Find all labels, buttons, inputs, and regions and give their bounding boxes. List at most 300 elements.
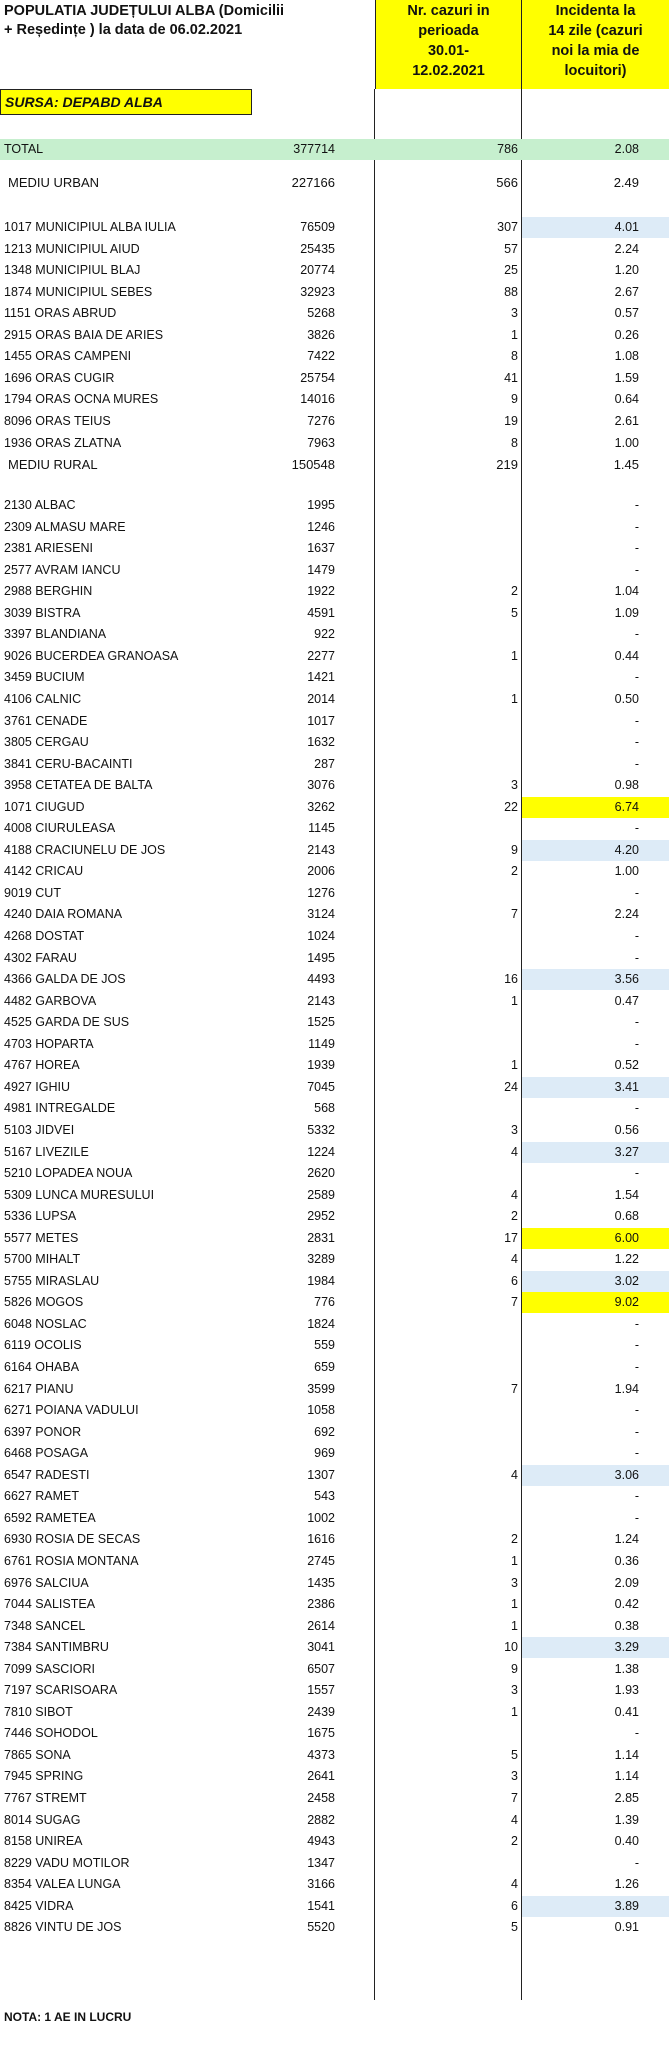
- cases-cell: 2: [511, 584, 518, 599]
- cases-cell: 4: [511, 1467, 518, 1482]
- locality-name-cell: 3397 BLANDIANA: [4, 627, 107, 642]
- locality-name-cell: 2988 BERGHIN: [4, 584, 93, 599]
- population-cell: 969: [314, 1446, 335, 1461]
- population-cell: 1479: [307, 562, 335, 577]
- locality-name-cell: 5210 LOPADEA NOUA: [4, 1166, 133, 1181]
- population-cell: 150548: [291, 457, 335, 472]
- population-cell: 4373: [307, 1747, 335, 1762]
- cases-cell: 1: [511, 993, 518, 1008]
- table-row: [0, 1443, 669, 1464]
- population-cell: 1824: [307, 1316, 335, 1331]
- table-row: [0, 260, 669, 281]
- table-row: [0, 1206, 669, 1227]
- table-row: [0, 991, 669, 1012]
- incidence-cell: 0.42: [614, 1597, 639, 1612]
- locality-name-cell: 7348 SANCEL: [4, 1618, 86, 1633]
- table-row: [0, 1874, 669, 1895]
- locality-name-cell: 7197 SCARISOARA: [4, 1683, 118, 1698]
- population-cell: 2952: [307, 1209, 335, 1224]
- locality-name-cell: 7945 SPRING: [4, 1769, 84, 1784]
- table-row: [0, 1917, 669, 1938]
- incidence-cell: -: [634, 627, 639, 642]
- locality-name-cell: 1936 ORAS ZLATNA: [4, 435, 122, 450]
- incidence-cell: 0.44: [614, 648, 639, 663]
- locality-name-cell: 4240 DAIA ROMANA: [4, 907, 123, 922]
- cases-cell: 3: [511, 1683, 518, 1698]
- incidence-cell: -: [634, 821, 639, 836]
- cases-cell: 3: [511, 306, 518, 321]
- locality-name-cell: 6119 OCOLIS: [4, 1338, 82, 1353]
- table-row: [0, 1379, 669, 1400]
- incidence-cell: -: [634, 885, 639, 900]
- table-row: [0, 517, 669, 538]
- cases-cell: 24: [504, 1079, 518, 1094]
- incidence-cell: 3.41: [522, 1077, 669, 1098]
- incidence-cell: 6.00: [522, 1228, 669, 1249]
- footnote: NOTA: 1 AE IN LUCRU: [4, 2010, 132, 2024]
- incidence-cell: 2.08: [614, 142, 639, 156]
- cases-cell: 5: [511, 605, 518, 620]
- table-row: [0, 1723, 669, 1744]
- cases-header-line-1: Nr. cazuri in: [407, 3, 490, 19]
- population-cell: 1495: [307, 950, 335, 965]
- table-row: [0, 581, 669, 602]
- population-cell: 5332: [307, 1122, 335, 1137]
- incidence-cell: 4.01: [522, 217, 669, 238]
- locality-name-cell: 7446 SOHODOL: [4, 1726, 98, 1741]
- incidence-cell: 1.14: [614, 1769, 639, 1784]
- table-row: [0, 603, 669, 624]
- table-row: [0, 239, 669, 260]
- cases-cell: 5: [511, 1920, 518, 1935]
- locality-name-cell: 8425 VIDRA: [4, 1898, 74, 1913]
- table-row: [0, 1249, 669, 1270]
- table-row: [0, 667, 669, 688]
- locality-name-cell: 9019 CUT: [4, 885, 61, 900]
- locality-name-cell: 1874 MUNICIPIUL SEBES: [4, 284, 153, 299]
- cases-cell: 3: [511, 1575, 518, 1590]
- population-cell: 2620: [307, 1166, 335, 1181]
- population-cell: 4493: [307, 972, 335, 987]
- population-cell: 2143: [307, 842, 335, 857]
- incidence-cell: 0.68: [614, 1209, 639, 1224]
- locality-name-cell: 4142 CRICAU: [4, 864, 84, 879]
- table-row: [0, 1702, 669, 1723]
- cases-cell: 17: [504, 1230, 518, 1245]
- cases-cell: 2: [511, 1532, 518, 1547]
- locality-name-cell: 5103 JIDVEI: [4, 1122, 75, 1137]
- cases-cell: 8: [511, 349, 518, 364]
- locality-name-cell: 5167 LIVEZILE: [4, 1144, 89, 1159]
- locality-name-cell: 5336 LUPSA: [4, 1209, 77, 1224]
- incidence-cell: 6.74: [522, 797, 669, 818]
- incidence-header-line-2: 14 zile (cazuri: [548, 23, 643, 39]
- locality-name-cell: 6217 PIANU: [4, 1381, 74, 1396]
- locality-name-cell: 9026 BUCERDEA GRANOASA: [4, 648, 179, 663]
- locality-name-cell: 2577 AVRAM IANCU: [4, 562, 121, 577]
- incidence-cell: 0.91: [614, 1920, 639, 1935]
- incidence-cell: 0.50: [614, 691, 639, 706]
- table-row: [0, 1098, 669, 1119]
- incidence-cell: 3.27: [522, 1142, 669, 1163]
- incidence-cell: -: [634, 1360, 639, 1374]
- population-cell: 1525: [307, 1015, 335, 1030]
- incidence-cell: -: [634, 1446, 639, 1461]
- table-row: [0, 1034, 669, 1055]
- population-cell: 20774: [300, 263, 335, 278]
- incidence-cell: 1.20: [614, 263, 639, 278]
- incidence-cell: -: [634, 1403, 639, 1418]
- incidence-cell: 0.26: [614, 327, 639, 342]
- table-row: [0, 1766, 669, 1787]
- population-cell: 1984: [307, 1273, 335, 1288]
- incidence-cell: 0.98: [614, 778, 639, 793]
- table-row: [0, 389, 669, 410]
- incidence-column-header: [522, 0, 669, 89]
- table-row: [0, 411, 669, 432]
- population-cell: 3166: [307, 1877, 335, 1892]
- cases-cell: 57: [504, 241, 518, 256]
- population-cell: 7276: [307, 413, 335, 428]
- table-row: [0, 282, 669, 303]
- cases-cell: 41: [504, 370, 518, 385]
- population-cell: 2882: [307, 1812, 335, 1827]
- incidence-cell: 3.56: [522, 969, 669, 990]
- locality-name-cell: 1794 ORAS OCNA MURES: [4, 392, 159, 407]
- population-cell: 25754: [300, 370, 335, 385]
- locality-name-cell: 3805 CERGAU: [4, 735, 89, 750]
- population-cell: 377714: [293, 142, 335, 156]
- locality-name-cell: 6468 POSAGA: [4, 1446, 89, 1461]
- table-row: [0, 948, 669, 969]
- population-cell: 2614: [307, 1618, 335, 1633]
- locality-name-cell: 7099 SASCIORI: [4, 1661, 96, 1676]
- table-row: [0, 1271, 669, 1292]
- incidence-cell: -: [634, 1489, 639, 1504]
- incidence-cell: 1.00: [614, 864, 639, 879]
- population-cell: 1307: [307, 1467, 335, 1482]
- population-cell: 2745: [307, 1553, 335, 1568]
- locality-name-cell: 1455 ORAS CAMPENI: [4, 349, 132, 364]
- population-cell: 1637: [307, 541, 335, 556]
- incidence-cell: -: [634, 1726, 639, 1741]
- cases-cell: 88: [504, 284, 518, 299]
- population-cell: 922: [314, 627, 335, 642]
- population-cell: 1435: [307, 1575, 335, 1590]
- population-cell: 1347: [307, 1855, 335, 1870]
- title-line-1: POPULATIA JUDEȚULUI ALBA (Domicilii: [4, 3, 285, 19]
- incidence-cell: 2.09: [614, 1575, 639, 1590]
- incidence-cell: 3.29: [522, 1637, 669, 1658]
- cases-cell: 1: [511, 1058, 518, 1073]
- incidence-cell: -: [634, 756, 639, 771]
- locality-name-cell: 3958 CETATEA DE BALTA: [4, 778, 153, 793]
- cases-cell: 10: [504, 1640, 518, 1655]
- cases-cell: 22: [504, 799, 518, 814]
- table-row: [0, 624, 669, 645]
- table-row: [0, 1077, 669, 1098]
- locality-name-cell: MEDIU RURAL: [8, 457, 98, 472]
- locality-name-cell: 1348 MUNICIPIUL BLAJ: [4, 263, 141, 278]
- locality-name-cell: 3761 CENADE: [4, 713, 88, 728]
- cases-cell: 2: [511, 1209, 518, 1224]
- table-row: [0, 1486, 669, 1507]
- incidence-cell: 1.26: [614, 1877, 639, 1892]
- locality-name-cell: 2915 ORAS BAIA DE ARIES: [4, 327, 164, 342]
- locality-name-cell: 5577 METES: [4, 1230, 79, 1245]
- locality-name-cell: 4008 CIURULEASA: [4, 821, 116, 836]
- cases-cell: 6: [511, 1898, 518, 1913]
- table-row: [0, 689, 669, 710]
- population-cell: 692: [314, 1424, 335, 1439]
- locality-name-cell: 1696 ORAS CUGIR: [4, 370, 115, 385]
- locality-name-cell: 6271 POIANA VADULUI: [4, 1403, 139, 1418]
- incidence-cell: 3.89: [522, 1896, 669, 1917]
- population-cell: 3289: [307, 1252, 335, 1267]
- incidence-cell: 1.14: [614, 1747, 639, 1762]
- incidence-cell: 9.02: [522, 1292, 669, 1313]
- table-row: [0, 1422, 669, 1443]
- table-row: [0, 1142, 669, 1163]
- population-cell: 25435: [300, 241, 335, 256]
- table-row: [0, 797, 669, 818]
- table-row: [0, 1745, 669, 1766]
- cases-cell: 3: [511, 1769, 518, 1784]
- table-row: [0, 433, 669, 454]
- incidence-cell: 0.56: [614, 1122, 639, 1137]
- incidence-cell: 1.08: [614, 349, 639, 364]
- incidence-cell: 3.02: [522, 1271, 669, 1292]
- table-row: [0, 303, 669, 324]
- table-row: [0, 1185, 669, 1206]
- locality-name-cell: 4981 INTREGALDE: [4, 1101, 116, 1116]
- population-cell: 2439: [307, 1704, 335, 1719]
- incidence-cell: 0.36: [614, 1553, 639, 1568]
- population-cell: 2831: [307, 1230, 335, 1245]
- population-cell: 1224: [307, 1144, 335, 1159]
- incidence-cell: -: [634, 670, 639, 685]
- population-cell: 287: [314, 756, 335, 771]
- population-cell: 1922: [307, 584, 335, 599]
- population-cell: 7045: [307, 1079, 335, 1094]
- cases-cell: 4: [511, 1144, 518, 1159]
- locality-name-cell: 6976 SALCIUA: [4, 1575, 89, 1590]
- locality-name-cell: 3039 BISTRA: [4, 605, 81, 620]
- locality-name-cell: 4525 GARDA DE SUS: [4, 1015, 130, 1030]
- cases-cell: 8: [511, 435, 518, 450]
- cases-cell: 786: [497, 142, 518, 156]
- table-row: [0, 1465, 669, 1486]
- locality-name-cell: 4268 DOSTAT: [4, 929, 85, 943]
- locality-name-cell: 8014 SUGAG: [4, 1812, 81, 1827]
- table-row: [0, 1163, 669, 1184]
- locality-name-cell: 5309 LUNCA MURESULUI: [4, 1187, 155, 1202]
- locality-name-cell: 7810 SIBOT: [4, 1704, 73, 1719]
- incidence-cell: 0.38: [614, 1618, 639, 1633]
- population-cell: 1002: [307, 1510, 335, 1525]
- incidence-cell: 0.40: [614, 1834, 639, 1849]
- table-row: [0, 1012, 669, 1033]
- incidence-cell: 1.54: [614, 1187, 639, 1202]
- population-cell: 3599: [307, 1381, 335, 1396]
- table-title: [0, 0, 375, 89]
- population-cell: 543: [314, 1489, 335, 1504]
- population-cell: 1246: [307, 519, 335, 534]
- cases-cell: 5: [511, 1747, 518, 1762]
- table-row: [0, 1616, 669, 1637]
- table-row: [0, 754, 669, 775]
- cases-cell: 1: [511, 327, 518, 342]
- table-row: [0, 711, 669, 732]
- cases-cell: 4: [511, 1187, 518, 1202]
- locality-name-cell: 5755 MIRASLAU: [4, 1273, 100, 1288]
- locality-name-cell: 8229 VADU MOTILOR: [4, 1855, 130, 1870]
- incidence-cell: 2.85: [614, 1791, 639, 1805]
- locality-name-cell: 4366 GALDA DE JOS: [4, 972, 126, 987]
- locality-name-cell: 6547 RADESTI: [4, 1467, 90, 1482]
- locality-name-cell: 6627 RAMET: [4, 1489, 80, 1504]
- table-row: [0, 1055, 669, 1076]
- incidence-cell: 2.49: [613, 175, 639, 190]
- population-cell: 1421: [307, 670, 335, 685]
- locality-name-cell: 3841 CERU-BACAINTI: [4, 756, 133, 771]
- incidence-cell: 0.57: [614, 306, 639, 321]
- incidence-cell: 0.47: [614, 993, 639, 1008]
- population-cell: 3124: [307, 907, 335, 922]
- table-row: [0, 1314, 669, 1335]
- incidence-cell: 1.39: [614, 1812, 639, 1827]
- population-cell: 1557: [307, 1683, 335, 1698]
- population-cell: 76509: [300, 220, 335, 234]
- incidence-cell: 1.94: [614, 1381, 639, 1396]
- population-cell: 1616: [307, 1532, 335, 1547]
- locality-name-cell: 8826 VINTU DE JOS: [4, 1920, 122, 1935]
- locality-name-cell: 5700 MIHALT: [4, 1252, 81, 1267]
- table-row: [0, 732, 669, 753]
- population-cell: 7422: [307, 349, 335, 364]
- population-cell: 3826: [307, 327, 335, 342]
- locality-name-cell: 6930 ROSIA DE SECAS: [4, 1532, 141, 1547]
- incidence-cell: 2.61: [614, 413, 639, 428]
- locality-name-cell: 1017 MUNICIPIUL ALBA IULIA: [4, 220, 176, 234]
- population-cell: 2014: [307, 691, 335, 706]
- table-row: [0, 346, 669, 367]
- cases-header-line-2: perioada: [418, 23, 479, 39]
- cases-cell: 6: [511, 1273, 518, 1288]
- locality-name-cell: 4302 FARAU: [4, 950, 77, 965]
- cases-cell: 4: [511, 1252, 518, 1267]
- population-cell: 6507: [307, 1661, 335, 1676]
- population-cell: 1149: [308, 1036, 335, 1051]
- table-row: [0, 1637, 669, 1658]
- population-cell: 3041: [307, 1640, 335, 1655]
- cases-cell: 2: [511, 864, 518, 879]
- locality-name-cell: 5826 MOGOS: [4, 1295, 84, 1310]
- total-row: [0, 139, 669, 160]
- cases-cell: 1: [511, 648, 518, 663]
- table-row: [0, 1551, 669, 1572]
- table-row: [0, 1659, 669, 1680]
- locality-name-cell: 1213 MUNICIPIUL AIUD: [4, 241, 140, 256]
- group-summary-row: [0, 172, 669, 193]
- incidence-cell: 2.24: [614, 241, 639, 256]
- locality-name-cell: 2309 ALMASU MARE: [4, 519, 126, 534]
- incidence-cell: -: [634, 950, 639, 965]
- cases-cell: 9: [511, 392, 518, 407]
- table-row: [0, 560, 669, 581]
- population-cell: 559: [314, 1338, 335, 1353]
- locality-name-cell: 7384 SANTIMBRU: [4, 1640, 109, 1655]
- table-row: [0, 1680, 669, 1701]
- table-row: [0, 1831, 669, 1852]
- incidence-cell: 1.59: [614, 370, 639, 385]
- table-row: [0, 1357, 669, 1378]
- locality-name-cell: 7865 SONA: [4, 1747, 71, 1762]
- incidence-cell: 1.38: [614, 1661, 639, 1676]
- population-cell: 14016: [300, 392, 335, 407]
- locality-name-cell: TOTAL: [4, 142, 44, 156]
- incidence-cell: -: [634, 562, 639, 577]
- incidence-cell: 3.06: [522, 1465, 669, 1486]
- table-row: [0, 1335, 669, 1356]
- locality-name-cell: 6048 NOSLAC: [4, 1316, 87, 1331]
- incidence-cell: -: [634, 735, 639, 750]
- incidence-cell: 2.24: [614, 907, 639, 922]
- population-cell: 1017: [307, 713, 335, 728]
- population-cell: 2589: [307, 1187, 335, 1202]
- table-row: [0, 495, 669, 516]
- table-row: [0, 1594, 669, 1615]
- table-row: [0, 926, 669, 947]
- incidence-cell: 1.45: [613, 457, 639, 472]
- population-cell: 2386: [307, 1597, 335, 1612]
- incidence-cell: -: [634, 1855, 639, 1870]
- table-row: [0, 1853, 669, 1874]
- table-row: [0, 646, 669, 667]
- cases-header-line-3: 30.01-: [427, 43, 470, 59]
- table-row: [0, 1788, 669, 1809]
- cases-cell: 566: [496, 175, 518, 190]
- source-label: SURSA: DEPABD ALBA: [0, 89, 252, 115]
- incidence-cell: 1.04: [614, 584, 639, 599]
- locality-name-cell: 8096 ORAS TEIUS: [4, 413, 111, 428]
- table-row: [0, 1573, 669, 1594]
- cases-cell: 25: [504, 263, 518, 278]
- table-row: [0, 1896, 669, 1917]
- table-row: [0, 1529, 669, 1550]
- population-cell: 3262: [307, 799, 335, 814]
- table-row: [0, 538, 669, 559]
- locality-name-cell: 7044 SALISTEA: [4, 1597, 96, 1612]
- table-row: [0, 368, 669, 389]
- cases-cell: 1: [511, 691, 518, 706]
- population-cell: 659: [314, 1360, 335, 1374]
- table-row: [0, 969, 669, 990]
- locality-name-cell: 4767 HOREA: [4, 1058, 80, 1073]
- population-cell: 4943: [307, 1834, 335, 1849]
- population-cell: 227166: [291, 175, 335, 190]
- population-cell: 1058: [307, 1403, 335, 1418]
- incidence-cell: -: [634, 713, 639, 728]
- locality-name-cell: 6164 OHABA: [4, 1360, 80, 1374]
- cases-header-line-4: 12.02.2021: [412, 63, 485, 79]
- table-row: [0, 325, 669, 346]
- title-line-2: + Reședințe ) la data de 06.02.2021: [4, 22, 243, 38]
- incidence-cell: 1.00: [614, 435, 639, 450]
- population-cell: 1276: [307, 885, 335, 900]
- locality-name-cell: 4703 HOPARTA: [4, 1036, 94, 1051]
- locality-name-cell: 4482 GARBOVA: [4, 993, 97, 1008]
